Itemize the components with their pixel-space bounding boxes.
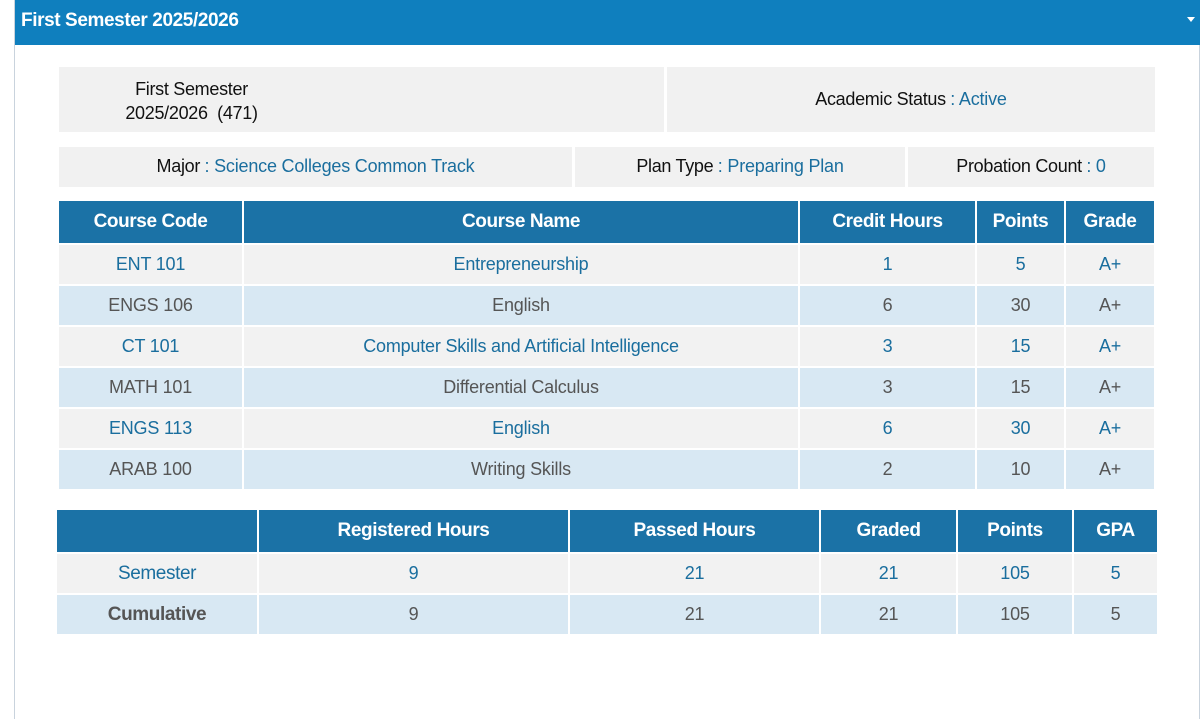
graded: 21 <box>820 553 957 594</box>
course-name: Entrepreneurship <box>243 244 799 285</box>
table-row[interactable] <box>59 285 1154 326</box>
plan-type-box <box>575 147 905 187</box>
gpa: 5 <box>1073 553 1157 594</box>
points: 30 <box>976 285 1065 326</box>
major-value: : Science Colleges Common Track <box>204 156 475 176</box>
col-registered-hours: Registered Hours <box>258 510 569 553</box>
col-blank <box>57 510 258 553</box>
table-row[interactable] <box>59 244 1154 285</box>
points: 105 <box>957 594 1073 634</box>
col-course-code: Course Code <box>59 201 243 244</box>
grade: A+ <box>1065 408 1154 449</box>
plan-type-value: : Preparing Plan <box>717 156 844 176</box>
academic-status-box <box>667 67 1155 132</box>
row-label: Cumulative <box>57 594 258 634</box>
summary-header-row <box>57 510 1157 553</box>
credit-hours: 6 <box>799 285 976 326</box>
points: 105 <box>957 553 1073 594</box>
col-graded: Graded <box>820 510 957 553</box>
academic-status-value: : Active <box>950 89 1007 109</box>
panel-header[interactable] <box>15 0 1200 45</box>
course-code: MATH 101 <box>59 367 243 408</box>
col-course-name: Course Name <box>243 201 799 244</box>
points: 5 <box>976 244 1065 285</box>
probation-box <box>908 147 1154 187</box>
academic-status-label: Academic Status <box>815 89 946 109</box>
course-name: Writing Skills <box>243 449 799 489</box>
registered-hours: 9 <box>258 553 569 594</box>
col-grade: Grade <box>1065 201 1154 244</box>
credit-hours: 3 <box>799 326 976 367</box>
semester-name: First Semester <box>135 79 248 99</box>
course-code: CT 101 <box>59 326 243 367</box>
panel-title: First Semester 2025/2026 <box>21 10 239 31</box>
courses-table <box>59 201 1154 489</box>
points: 10 <box>976 449 1065 489</box>
course-name: Computer Skills and Artificial Intelligence <box>243 326 799 367</box>
row-label: Semester <box>57 553 258 594</box>
course-name: English <box>243 285 799 326</box>
table-row[interactable] <box>59 408 1154 449</box>
table-row[interactable] <box>59 326 1154 367</box>
course-code: ENT 101 <box>59 244 243 285</box>
grade: A+ <box>1065 449 1154 489</box>
col-gpa: GPA <box>1073 510 1157 553</box>
semester-year: 2025/2026 (471) <box>125 103 258 123</box>
grade: A+ <box>1065 285 1154 326</box>
probation-value: : 0 <box>1086 156 1106 176</box>
course-code: ENGS 106 <box>59 285 243 326</box>
caret-down-icon[interactable] <box>1187 17 1195 22</box>
course-code: ENGS 113 <box>59 408 243 449</box>
grade: A+ <box>1065 367 1154 408</box>
registered-hours: 9 <box>258 594 569 634</box>
credit-hours: 3 <box>799 367 976 408</box>
col-points: Points <box>976 201 1065 244</box>
credit-hours: 6 <box>799 408 976 449</box>
course-name: English <box>243 408 799 449</box>
plan-type-label: Plan Type <box>636 156 714 176</box>
passed-hours: 21 <box>569 594 820 634</box>
table-row[interactable] <box>57 553 1157 594</box>
col-points: Points <box>957 510 1073 553</box>
summary-table <box>57 510 1157 634</box>
passed-hours: 21 <box>569 553 820 594</box>
credit-hours: 1 <box>799 244 976 285</box>
grade: A+ <box>1065 244 1154 285</box>
table-row[interactable] <box>57 594 1157 634</box>
major-box <box>59 147 572 187</box>
course-name: Differential Calculus <box>243 367 799 408</box>
table-row[interactable] <box>59 449 1154 489</box>
course-code: ARAB 100 <box>59 449 243 489</box>
graded: 21 <box>820 594 957 634</box>
col-credit-hours: Credit Hours <box>799 201 976 244</box>
credit-hours: 2 <box>799 449 976 489</box>
grade: A+ <box>1065 326 1154 367</box>
col-passed-hours: Passed Hours <box>569 510 820 553</box>
gpa: 5 <box>1073 594 1157 634</box>
semester-info-box <box>59 67 664 132</box>
probation-label: Probation Count <box>956 156 1082 176</box>
points: 30 <box>976 408 1065 449</box>
courses-header-row <box>59 201 1154 244</box>
table-row[interactable] <box>59 367 1154 408</box>
points: 15 <box>976 326 1065 367</box>
points: 15 <box>976 367 1065 408</box>
major-label: Major <box>156 156 201 176</box>
